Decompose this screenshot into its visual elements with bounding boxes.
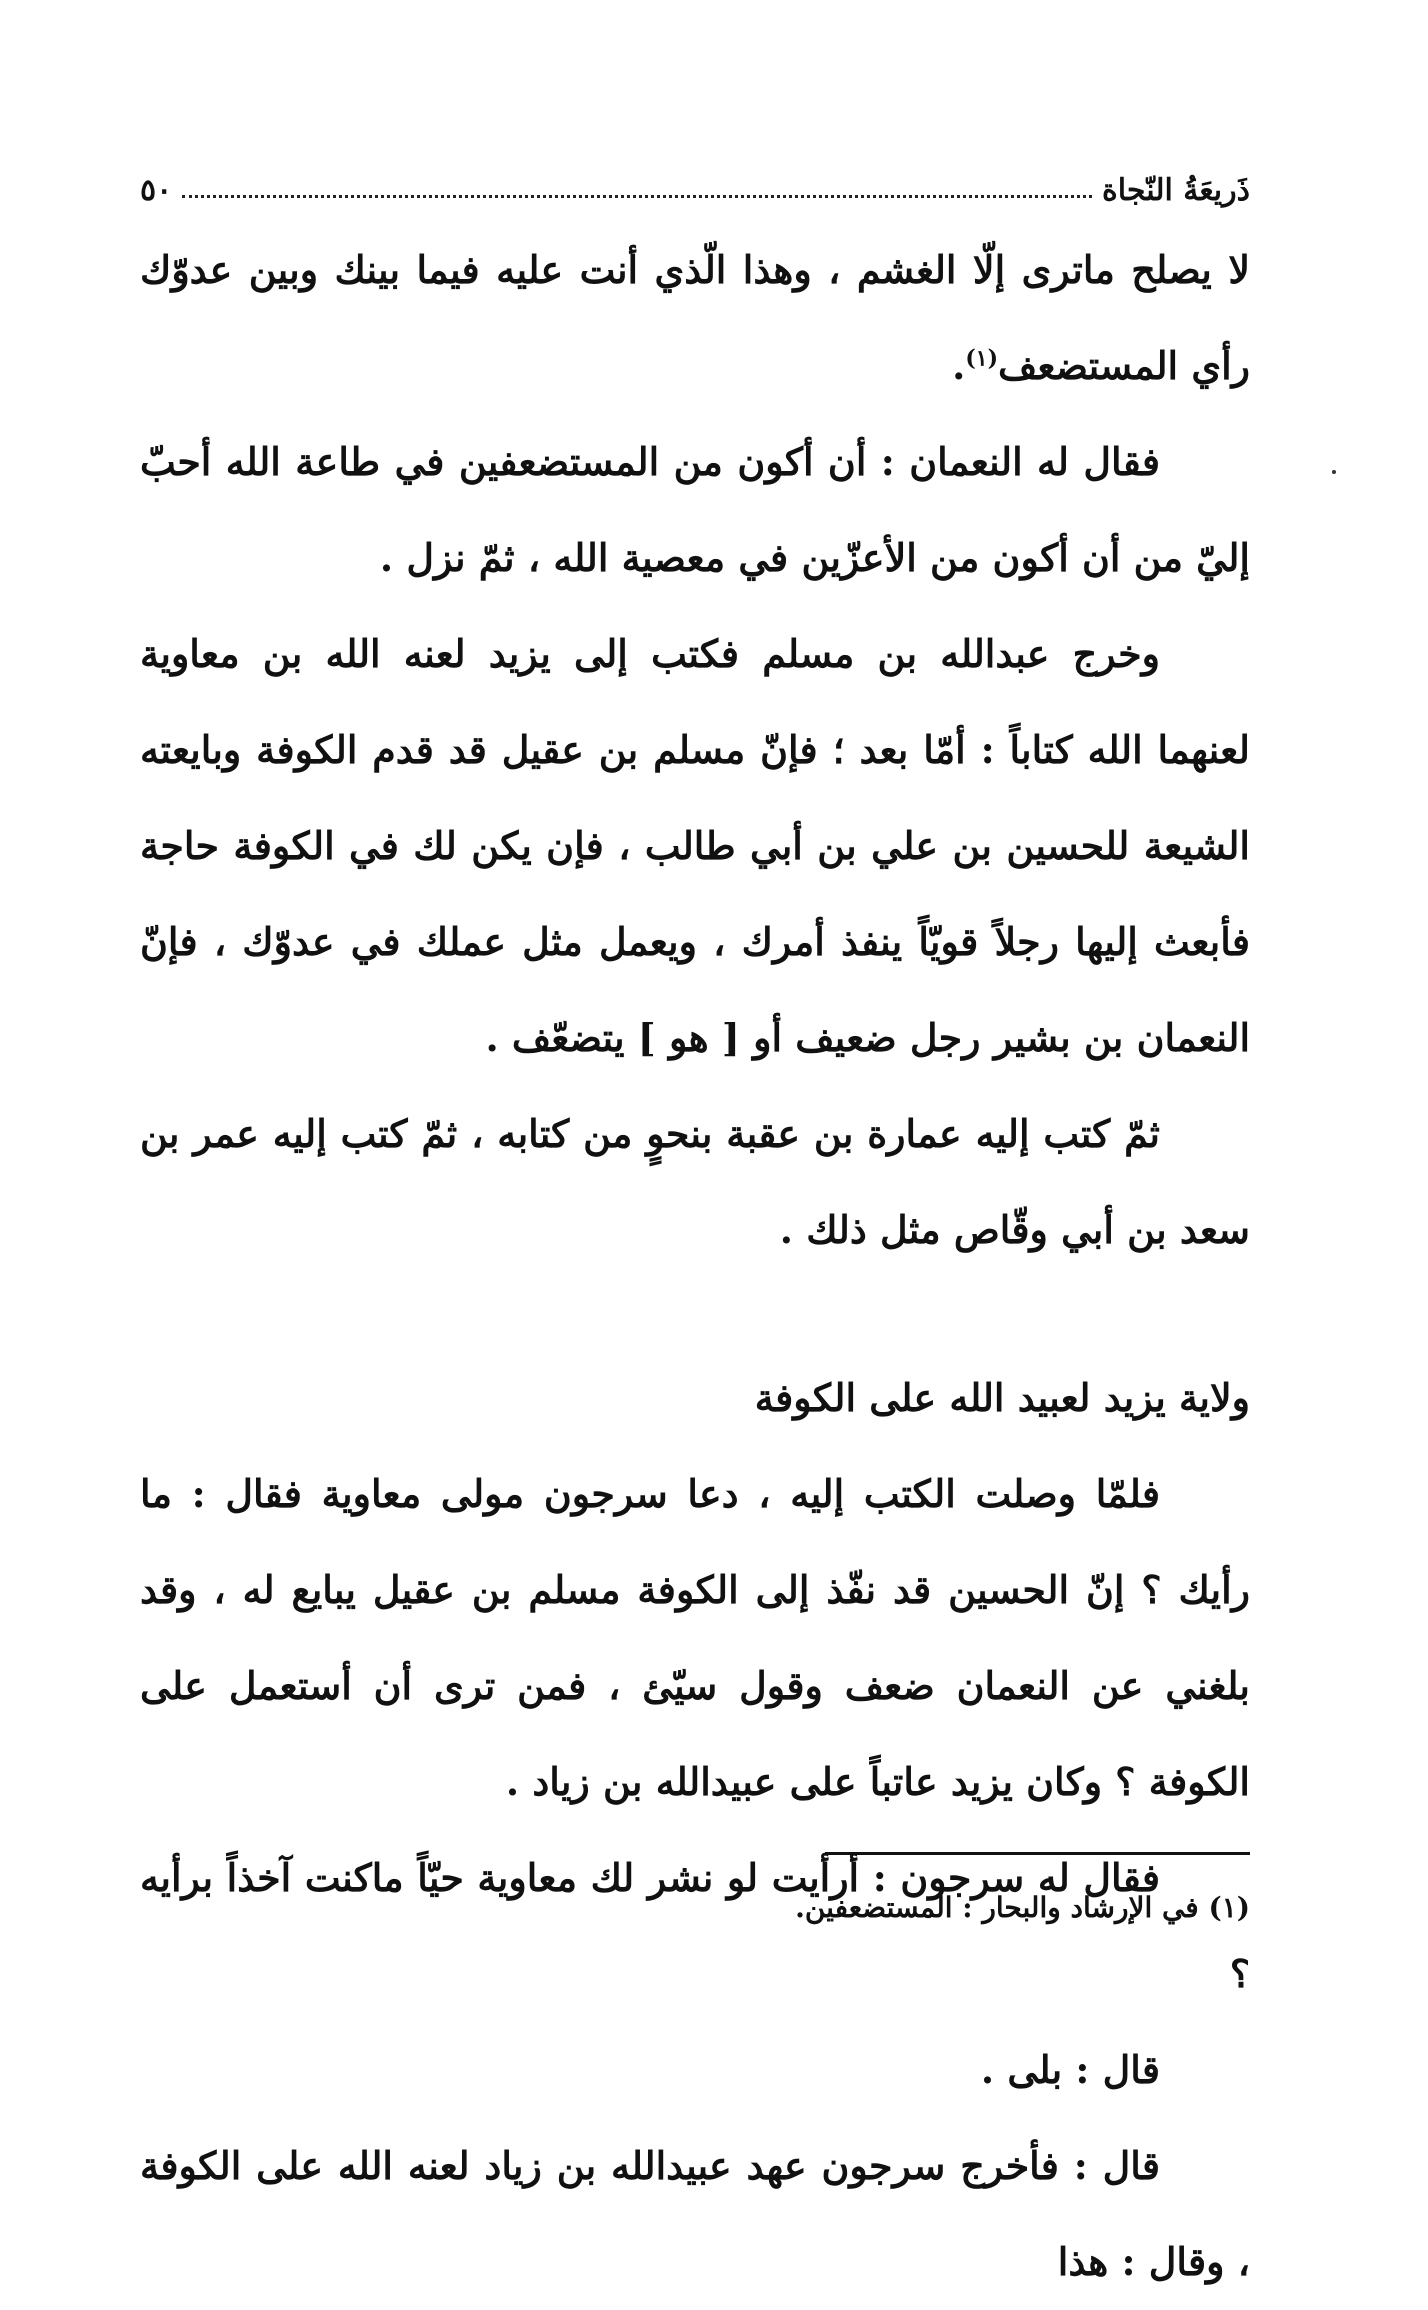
page-number: ٥٠ <box>140 173 173 208</box>
paragraph-6: فقال له سرجون : أرأيت لو نشر لك معاوية حيّاً ماكنت آخذاً برأيه ؟ <box>140 1855 1250 1996</box>
footnote-separator <box>825 1852 1250 1855</box>
footnote-reference: (١) <box>965 345 999 372</box>
body-text <box>140 222 1250 2310</box>
paragraph-2: فقال له النعمان : أن أكون من المستضعفين في طاعة الله أحبّ إليّ من أن أكون من الأعزّين في معصية الله ، ثمّ نزل . <box>140 439 1250 580</box>
section-heading: ولاية يزيد لعبيد الله على الكوفة <box>754 1375 1250 1420</box>
paragraph-4: ثمّ كتب إليه عمارة بن عقبة بنحوٍ من كتابه ، ثمّ كتب إليه عمر بن سعد بن أبي وقّاص مثل ذلك . <box>140 1111 1250 1252</box>
paragraph-end: . <box>952 343 966 388</box>
paragraph-8: قال : فأخرج سرجون عهد عبيدالله بن زياد لعنه الله على الكوفة ، وقال : هذا <box>140 2143 1250 2284</box>
page-header <box>140 160 1250 208</box>
footnote-marker: (١) <box>1208 1891 1250 1924</box>
paragraph-1 <box>140 222 1250 414</box>
paragraph-text: لا يصلح ماترى إلّا الغشم ، وهذا الّذي أنت عليه فيما بينك وبين عدوّك رأي المستضعف <box>140 247 1250 388</box>
paragraph-7: قال : بلى . <box>980 2047 1160 2092</box>
paragraph-5: فلمّا وصلت الكتب إليه ، دعا سرجون مولى معاوية فقال : ما رأيك ؟ إنّ الحسين قد نفّذ إلى الكوفة مسلم بن عقيل يبايع له ، وقد بلغني عن النعمان ضعف وقول سيّئ ، فمن ترى أن أستعمل على الكوفة ؟ وكان يزيد عاتباً على عبيدالله بن زياد . <box>140 1471 1250 1804</box>
dotted-leader <box>182 195 1092 198</box>
footnote <box>140 1886 1250 1930</box>
running-title: ذَريعَةُ النّجاة <box>1102 173 1250 208</box>
section-gap <box>140 1278 1250 1350</box>
paragraph-3: وخرج عبدالله بن مسلم فكتب إلى يزيد لعنه الله بن معاوية لعنهما الله كتاباً : أمّا بعد ؛ فإنّ مسلم بن عقيل قد قدم الكوفة وبايعته الشيعة للحسين بن علي بن أبي طالب ، فإن يكن لك في الكوفة حاجة فأبعث إليها رجلاً قويّاً ينفذ أمرك ، ويعمل مثل عملك في عدوّك ، فإنّ النعمان بن بشير رجل ضعيف أو [ هو ] يتضعّف . <box>140 631 1250 1060</box>
scan-speck <box>1332 470 1336 474</box>
footnote-text: في الإرشاد والبحار : المستضعفين. <box>795 1891 1199 1924</box>
